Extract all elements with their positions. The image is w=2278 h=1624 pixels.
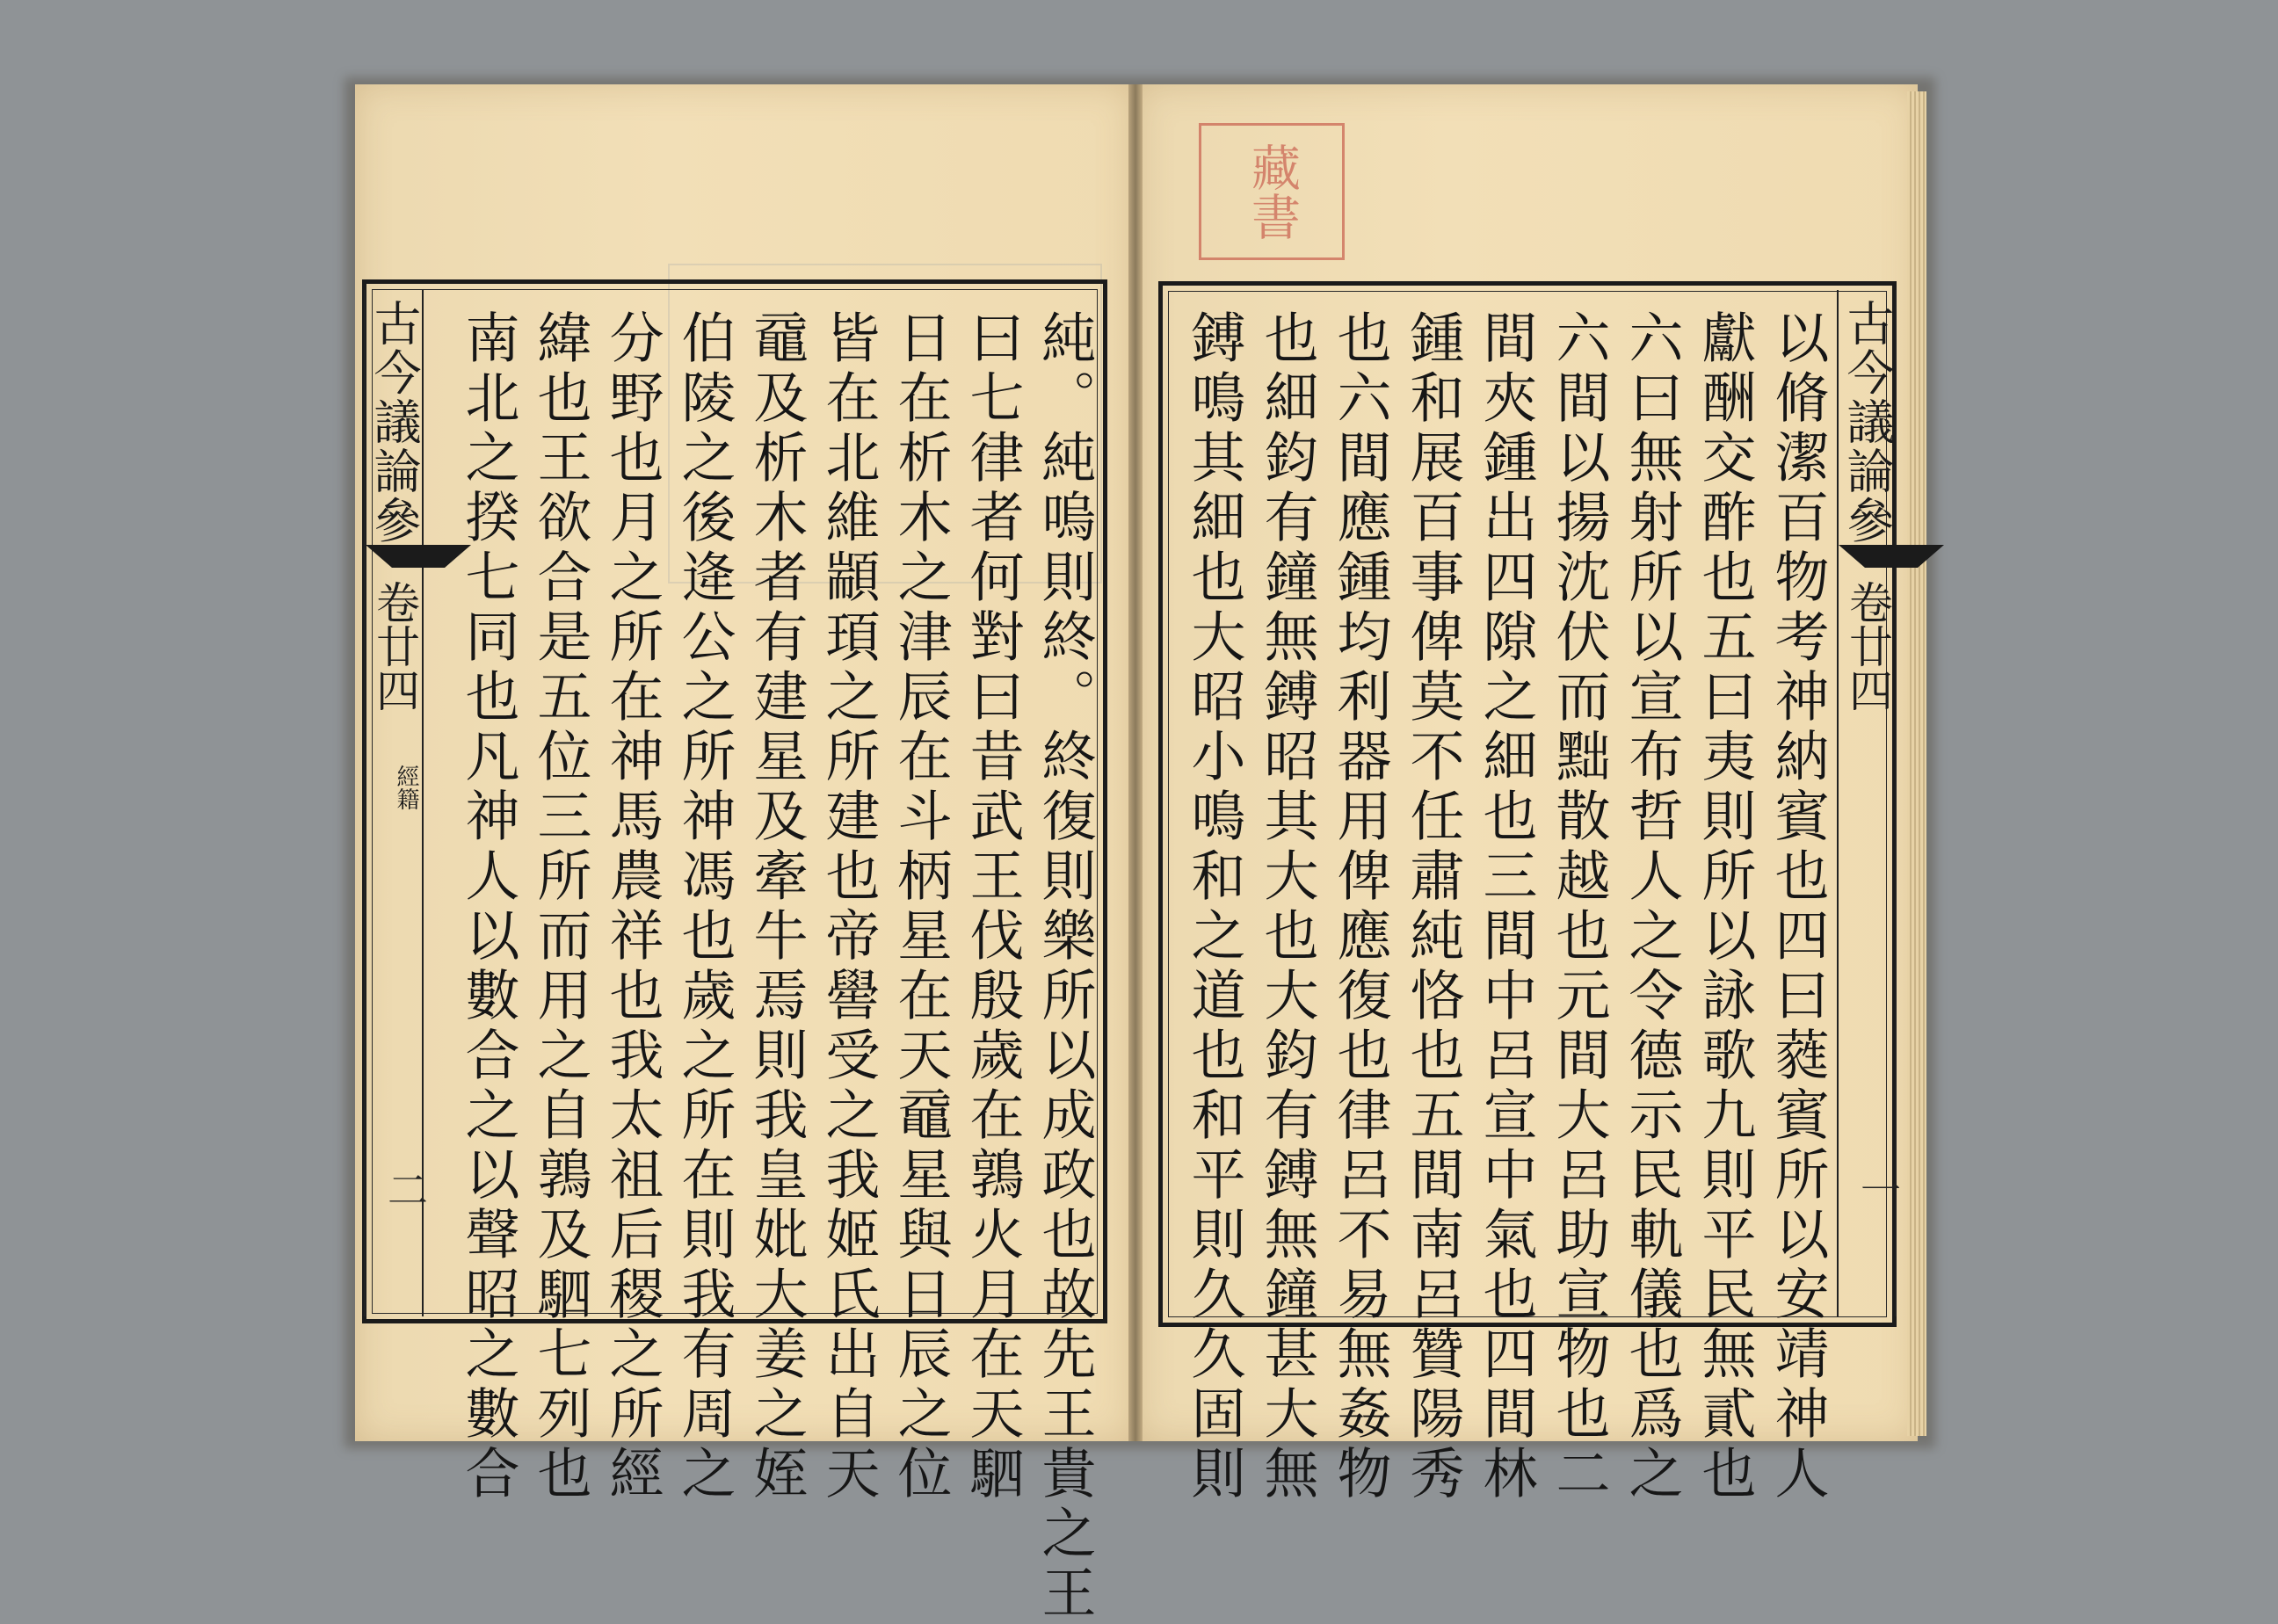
text-column: 南北之揆七同也凡神人以數合之以聲昭之數合 bbox=[456, 309, 520, 1504]
folio-number: 二 bbox=[381, 1169, 429, 1209]
text-column: 黿及析木者有建星及牽牛焉則我皇妣大姜之姪 bbox=[744, 309, 809, 1504]
text-column: 也六間應鍾均利器用俾應復也律呂不易無姦物 bbox=[1328, 309, 1392, 1504]
fishtail-mark bbox=[1839, 545, 1944, 568]
text-column: 分野也月之所在神馬農祥也我太祖后稷之所經 bbox=[600, 309, 664, 1504]
text-column: 六曰無射所以宣布哲人之令德示民軌儀也爲之 bbox=[1620, 309, 1684, 1504]
text-column: 鍾和展百事俾莫不任肅純恪也五間南呂贊陽秀 bbox=[1401, 309, 1465, 1504]
text-column: 獻酬交酢也五曰夷則所以詠歌九則平民無貳也 bbox=[1693, 309, 1757, 1504]
book-gutter bbox=[1128, 84, 1143, 1441]
text-column: 也細鈞有鐘無鎛昭其大也大鈞有鎛無鐘甚大無 bbox=[1255, 309, 1319, 1504]
banxin-category: 經籍 bbox=[393, 765, 419, 810]
text-column: 緯也王欲合是五位三所而用之自鶉及駟七列也 bbox=[528, 309, 592, 1504]
text-column: 間夾鍾出四隙之細也三間中呂宣中氣也四間林 bbox=[1474, 309, 1538, 1504]
text-column: 曰七律者何對曰昔武王伐殷歲在鶉火月在天駟 bbox=[961, 309, 1025, 1504]
collector-seal: 藏書 bbox=[1199, 123, 1345, 260]
right-banxin bbox=[1837, 290, 1902, 1316]
text-column: 日在析木之津辰在斗柄星在天黿星與日辰之位 bbox=[889, 309, 953, 1504]
fishtail-mark bbox=[366, 545, 471, 568]
text-column: 六間以揚沈伏而黜散越也元間大呂助宣物也二 bbox=[1547, 309, 1611, 1504]
banxin-juan: 卷廿四 bbox=[1842, 580, 1893, 712]
left-banxin bbox=[364, 290, 429, 1316]
banxin-juan: 卷廿四 bbox=[369, 580, 420, 712]
page-edges bbox=[1907, 91, 1926, 1436]
text-column: 以脩潔百物考神納賓也四曰蕤賓所以安靖神人 bbox=[1766, 309, 1830, 1504]
text-column: 伯陵之後逄公之所神馮也歲之所在則我有周之 bbox=[672, 309, 736, 1504]
text-column: 鎛鳴其細也大昭小鳴和之道也和平則久久固則 bbox=[1182, 309, 1246, 1504]
banxin-title: 古今議論參 bbox=[1839, 299, 1895, 545]
text-column: 純。純嗚則終。終復則樂所以成政也故先王貴之王 bbox=[1033, 309, 1097, 1624]
folio-number: 一 bbox=[1854, 1169, 1902, 1209]
banxin-title: 古今議論參 bbox=[366, 299, 422, 545]
text-column: 皆在北維顓頊之所建也帝嚳受之我姬氏出自天 bbox=[816, 309, 881, 1504]
